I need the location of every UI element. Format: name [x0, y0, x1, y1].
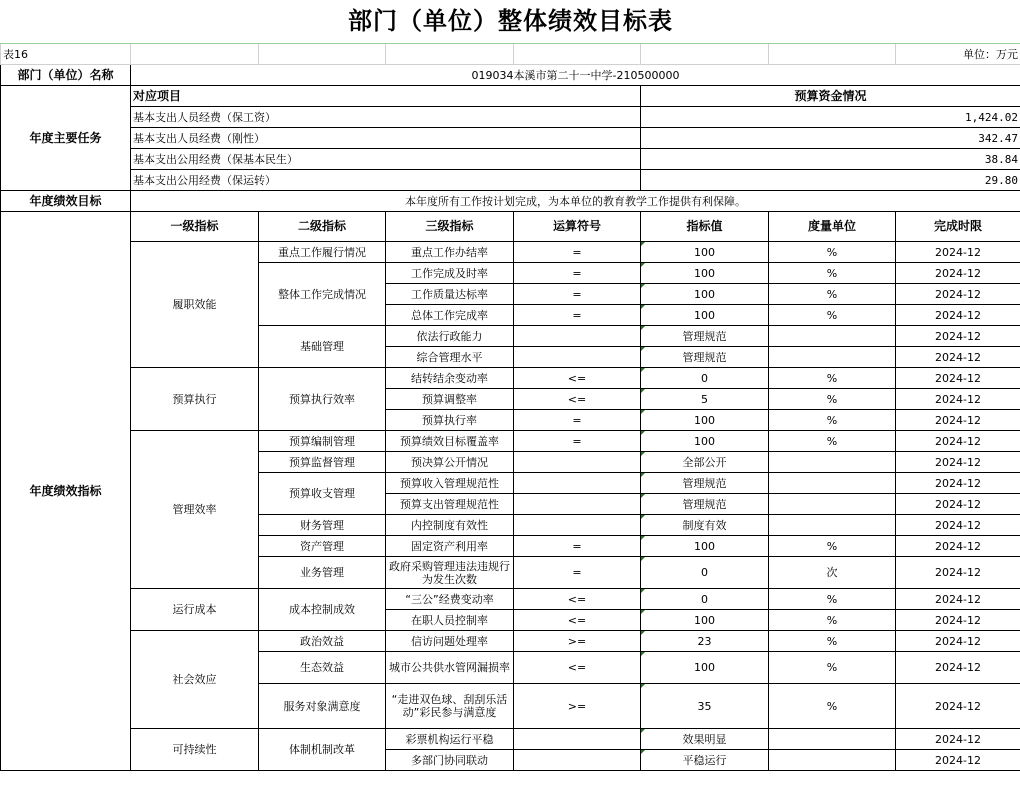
op-cell: = [514, 263, 641, 284]
op-cell [514, 729, 641, 750]
value-cell: 0 [641, 589, 769, 610]
value-cell: 23 [641, 631, 769, 652]
unit-cell [769, 729, 896, 750]
l3-cell: 彩票机构运行平稳 [386, 729, 514, 750]
l1-cell: 社会效应 [131, 631, 259, 729]
time-cell: 2024-12 [896, 652, 1020, 684]
task-name: 基本支出人员经费（保工资） [131, 107, 641, 128]
l3-cell: 预算调整率 [386, 389, 514, 410]
l1-cell: 运行成本 [131, 589, 259, 631]
op-cell [514, 326, 641, 347]
unit-cell: % [769, 305, 896, 326]
indicators-label: 年度绩效指标 [1, 212, 131, 771]
l3-cell: 总体工作完成率 [386, 305, 514, 326]
l2-cell: 服务对象满意度 [259, 684, 386, 729]
op-cell: >= [514, 684, 641, 729]
l3-cell: 预决算公开情况 [386, 452, 514, 473]
time-cell: 2024-12 [896, 589, 1020, 610]
l2-cell: 预算监督管理 [259, 452, 386, 473]
col-project: 对应项目 [131, 86, 641, 107]
l2-cell: 预算收支管理 [259, 473, 386, 515]
time-cell: 2024-12 [896, 610, 1020, 631]
goal-label: 年度绩效目标 [1, 191, 131, 212]
l2-cell: 资产管理 [259, 536, 386, 557]
op-cell: = [514, 410, 641, 431]
time-cell: 2024-12 [896, 557, 1020, 589]
op-cell [514, 452, 641, 473]
time-cell: 2024-12 [896, 494, 1020, 515]
header-unit: 度量单位 [769, 212, 896, 242]
op-cell [514, 473, 641, 494]
unit-cell: 次 [769, 557, 896, 589]
page-title: 部门（单位）整体绩效目标表 [1, 0, 1020, 44]
op-cell: <= [514, 389, 641, 410]
l1-cell: 履职效能 [131, 242, 259, 368]
unit-cell [769, 750, 896, 771]
unit-cell: % [769, 410, 896, 431]
task-amount: 38.84 [641, 149, 1020, 170]
op-cell: = [514, 536, 641, 557]
time-cell: 2024-12 [896, 473, 1020, 494]
l3-cell: 信访问题处理率 [386, 631, 514, 652]
l3-cell: “走进双色球、刮刮乐活动”彩民参与满意度 [386, 684, 514, 729]
value-cell: 全部公开 [641, 452, 769, 473]
value-cell: 5 [641, 389, 769, 410]
value-cell: 管理规范 [641, 494, 769, 515]
dept-value: 019034本溪市第二十一中学-210500000 [131, 65, 1020, 86]
time-cell: 2024-12 [896, 347, 1020, 368]
op-cell: = [514, 284, 641, 305]
header-l1: 一级指标 [131, 212, 259, 242]
unit-cell [769, 347, 896, 368]
time-cell: 2024-12 [896, 452, 1020, 473]
l2-cell: 整体工作完成情况 [259, 263, 386, 326]
unit-cell [769, 326, 896, 347]
header-time: 完成时限 [896, 212, 1020, 242]
op-cell: = [514, 431, 641, 452]
l2-cell: 财务管理 [259, 515, 386, 536]
l2-cell: 体制机制改革 [259, 729, 386, 771]
unit-cell: % [769, 610, 896, 631]
goal-text: 本年度所有工作按计划完成，为本单位的教育教学工作提供有利保障。 [131, 191, 1020, 212]
l3-cell: 内控制度有效性 [386, 515, 514, 536]
l2-cell: 成本控制成效 [259, 589, 386, 631]
l3-cell: 预算绩效目标覆盖率 [386, 431, 514, 452]
value-cell: 100 [641, 263, 769, 284]
task-amount: 1,424.02 [641, 107, 1020, 128]
value-cell: 100 [641, 431, 769, 452]
unit-cell [769, 494, 896, 515]
time-cell: 2024-12 [896, 431, 1020, 452]
op-cell: = [514, 242, 641, 263]
l3-cell: 预算支出管理规范性 [386, 494, 514, 515]
dept-label: 部门（单位）名称 [1, 65, 131, 86]
op-cell: = [514, 305, 641, 326]
time-cell: 2024-12 [896, 326, 1020, 347]
time-cell: 2024-12 [896, 410, 1020, 431]
unit-cell: % [769, 652, 896, 684]
task-name: 基本支出公用经费（保基本民生） [131, 149, 641, 170]
time-cell: 2024-12 [896, 536, 1020, 557]
time-cell: 2024-12 [896, 242, 1020, 263]
time-cell: 2024-12 [896, 515, 1020, 536]
unit-cell: % [769, 284, 896, 305]
task-amount: 29.80 [641, 170, 1020, 191]
time-cell: 2024-12 [896, 389, 1020, 410]
op-cell [514, 494, 641, 515]
op-cell [514, 750, 641, 771]
value-cell: 管理规范 [641, 347, 769, 368]
op-cell: <= [514, 368, 641, 389]
l2-cell: 预算编制管理 [259, 431, 386, 452]
tasks-label: 年度主要任务 [1, 86, 131, 191]
value-cell: 100 [641, 536, 769, 557]
unit-cell: % [769, 431, 896, 452]
value-cell: 平稳运行 [641, 750, 769, 771]
value-cell: 0 [641, 557, 769, 589]
l3-cell: 在职人员控制率 [386, 610, 514, 631]
value-cell: 35 [641, 684, 769, 729]
unit-cell: % [769, 589, 896, 610]
value-cell: 100 [641, 410, 769, 431]
time-cell: 2024-12 [896, 684, 1020, 729]
task-amount: 342.47 [641, 128, 1020, 149]
task-name: 基本支出公用经费（保运转） [131, 170, 641, 191]
col-budget: 预算资金情况 [641, 86, 1020, 107]
l2-cell: 政治效益 [259, 631, 386, 652]
op-cell: <= [514, 589, 641, 610]
value-cell: 0 [641, 368, 769, 389]
unit-cell [769, 515, 896, 536]
header-op: 运算符号 [514, 212, 641, 242]
header-l3: 三级指标 [386, 212, 514, 242]
l3-cell: 依法行政能力 [386, 326, 514, 347]
header-value: 指标值 [641, 212, 769, 242]
unit-cell: % [769, 536, 896, 557]
l2-cell: 基础管理 [259, 326, 386, 368]
op-cell: = [514, 557, 641, 589]
l3-cell: 固定资产利用率 [386, 536, 514, 557]
time-cell: 2024-12 [896, 368, 1020, 389]
l3-cell: 政府采购管理违法违规行为发生次数 [386, 557, 514, 589]
task-name: 基本支出人员经费（刚性） [131, 128, 641, 149]
value-cell: 100 [641, 652, 769, 684]
op-cell: <= [514, 652, 641, 684]
op-cell: <= [514, 610, 641, 631]
l1-cell: 预算执行 [131, 368, 259, 431]
unit-cell: % [769, 263, 896, 284]
value-cell: 100 [641, 284, 769, 305]
l3-cell: 综合管理水平 [386, 347, 514, 368]
l1-cell: 可持续性 [131, 729, 259, 771]
l2-cell: 预算执行效率 [259, 368, 386, 431]
l3-cell: 城市公共供水管网漏损率 [386, 652, 514, 684]
table-number: 表16 [1, 44, 131, 65]
unit-cell [769, 473, 896, 494]
unit-cell [769, 452, 896, 473]
l3-cell: 多部门协同联动 [386, 750, 514, 771]
l3-cell: “三公”经费变动率 [386, 589, 514, 610]
op-cell [514, 515, 641, 536]
unit-cell: % [769, 389, 896, 410]
value-cell: 100 [641, 242, 769, 263]
l3-cell: 预算执行率 [386, 410, 514, 431]
time-cell: 2024-12 [896, 284, 1020, 305]
value-cell: 制度有效 [641, 515, 769, 536]
l1-cell: 管理效率 [131, 431, 259, 589]
value-cell: 管理规范 [641, 326, 769, 347]
unit-cell: % [769, 368, 896, 389]
value-cell: 管理规范 [641, 473, 769, 494]
l3-cell: 工作质量达标率 [386, 284, 514, 305]
op-cell: >= [514, 631, 641, 652]
l2-cell: 重点工作履行情况 [259, 242, 386, 263]
value-cell: 100 [641, 305, 769, 326]
l3-cell: 结转结余变动率 [386, 368, 514, 389]
l2-cell: 生态效益 [259, 652, 386, 684]
value-cell: 100 [641, 610, 769, 631]
time-cell: 2024-12 [896, 729, 1020, 750]
unit-cell: % [769, 242, 896, 263]
unit-cell: % [769, 631, 896, 652]
time-cell: 2024-12 [896, 263, 1020, 284]
value-cell: 效果明显 [641, 729, 769, 750]
l3-cell: 工作完成及时率 [386, 263, 514, 284]
l3-cell: 重点工作办结率 [386, 242, 514, 263]
l3-cell: 预算收入管理规范性 [386, 473, 514, 494]
header-l2: 二级指标 [259, 212, 386, 242]
l2-cell: 业务管理 [259, 557, 386, 589]
time-cell: 2024-12 [896, 750, 1020, 771]
unit-cell: % [769, 684, 896, 729]
unit-label: 单位：万元 [896, 44, 1020, 65]
time-cell: 2024-12 [896, 305, 1020, 326]
time-cell: 2024-12 [896, 631, 1020, 652]
op-cell [514, 347, 641, 368]
